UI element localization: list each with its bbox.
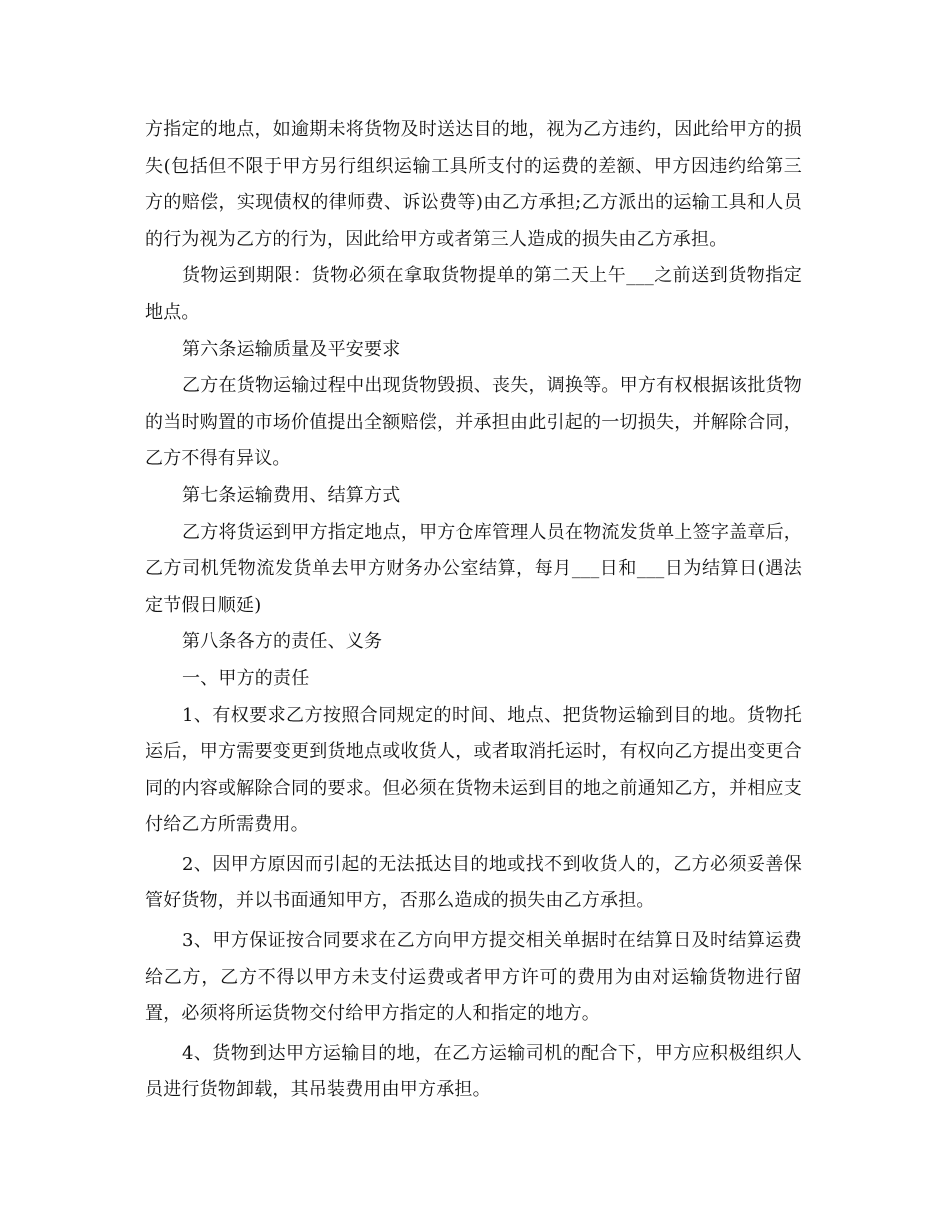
party-a-item-4: 4、货物到达甲方运输目的地，在乙方运输司机的配合下，甲方应积极组织人员进行货物卸载，其吊装费用由甲方承担。	[145, 1042, 802, 1101]
party-a-item-2: 2、因甲方原因而引起的无法抵达目的地或找不到收货人的，乙方必须妥善保管好货物，并以书面通知甲方，否那么造成的损失由乙方承担。	[145, 853, 802, 912]
party-a-item-3: 3、甲方保证按合同要求在乙方向甲方提交相关单据时在结算日及时结算运费给乙方，乙方不得以甲方未支付运费或者甲方许可的费用为由对运输货物进行留置，必须将所运货物交付给甲方指定的人和指定的地方。	[145, 930, 802, 1025]
article-6-body: 乙方在货物运输过程中出现货物毁损、丧失，调换等。甲方有权根据该批货物的当时购置的市场价值提出全额赔偿，并承担由此引起的一切损失，并解除合同，乙方不得有异议。	[145, 375, 802, 470]
party-a-responsibility-heading: 一、甲方的责任	[182, 667, 310, 689]
paragraph-continuation: 方指定的地点，如逾期未将货物及时送达目的地，视为乙方违约，因此给甲方的损失(包括但不限于甲方另行组织运输工具所支付的运费的差额、甲方因违约给第三方的赔偿，实现债权的律师费、诉讼费等)由乙方承担;乙方派出的运输工具和人员的行为视为乙方的行为，因此给甲方或者第三人造成的损失由乙方承担。	[145, 119, 802, 250]
article-6-heading: 第六条运输质量及平安要求	[182, 338, 401, 360]
article-7-body: 乙方将货运到甲方指定地点，甲方仓库管理人员在物流发货单上签字盖章后，乙方司机凭物流发货单去甲方财务办公室结算，每月___日和___日为结算日(遇法定节假日顺延)	[145, 521, 802, 616]
article-7-heading: 第七条运输费用、结算方式	[182, 484, 401, 506]
article-8-heading: 第八条各方的责任、义务	[182, 631, 383, 653]
party-a-item-1: 1、有权要求乙方按照合同规定的时间、地点、把货物运输到目的地。货物托运后，甲方需要变更到货地点或收货人，或者取消托运时，有权向乙方提出变更合同的内容或解除合同的要求。但必须在货物未运到目的地之前通知乙方，并相应支付给乙方所需费用。	[145, 704, 802, 836]
paragraph-delivery-deadline: 货物运到期限：货物必须在拿取货物提单的第二天上午___之前送到货物指定地点。	[145, 265, 802, 323]
